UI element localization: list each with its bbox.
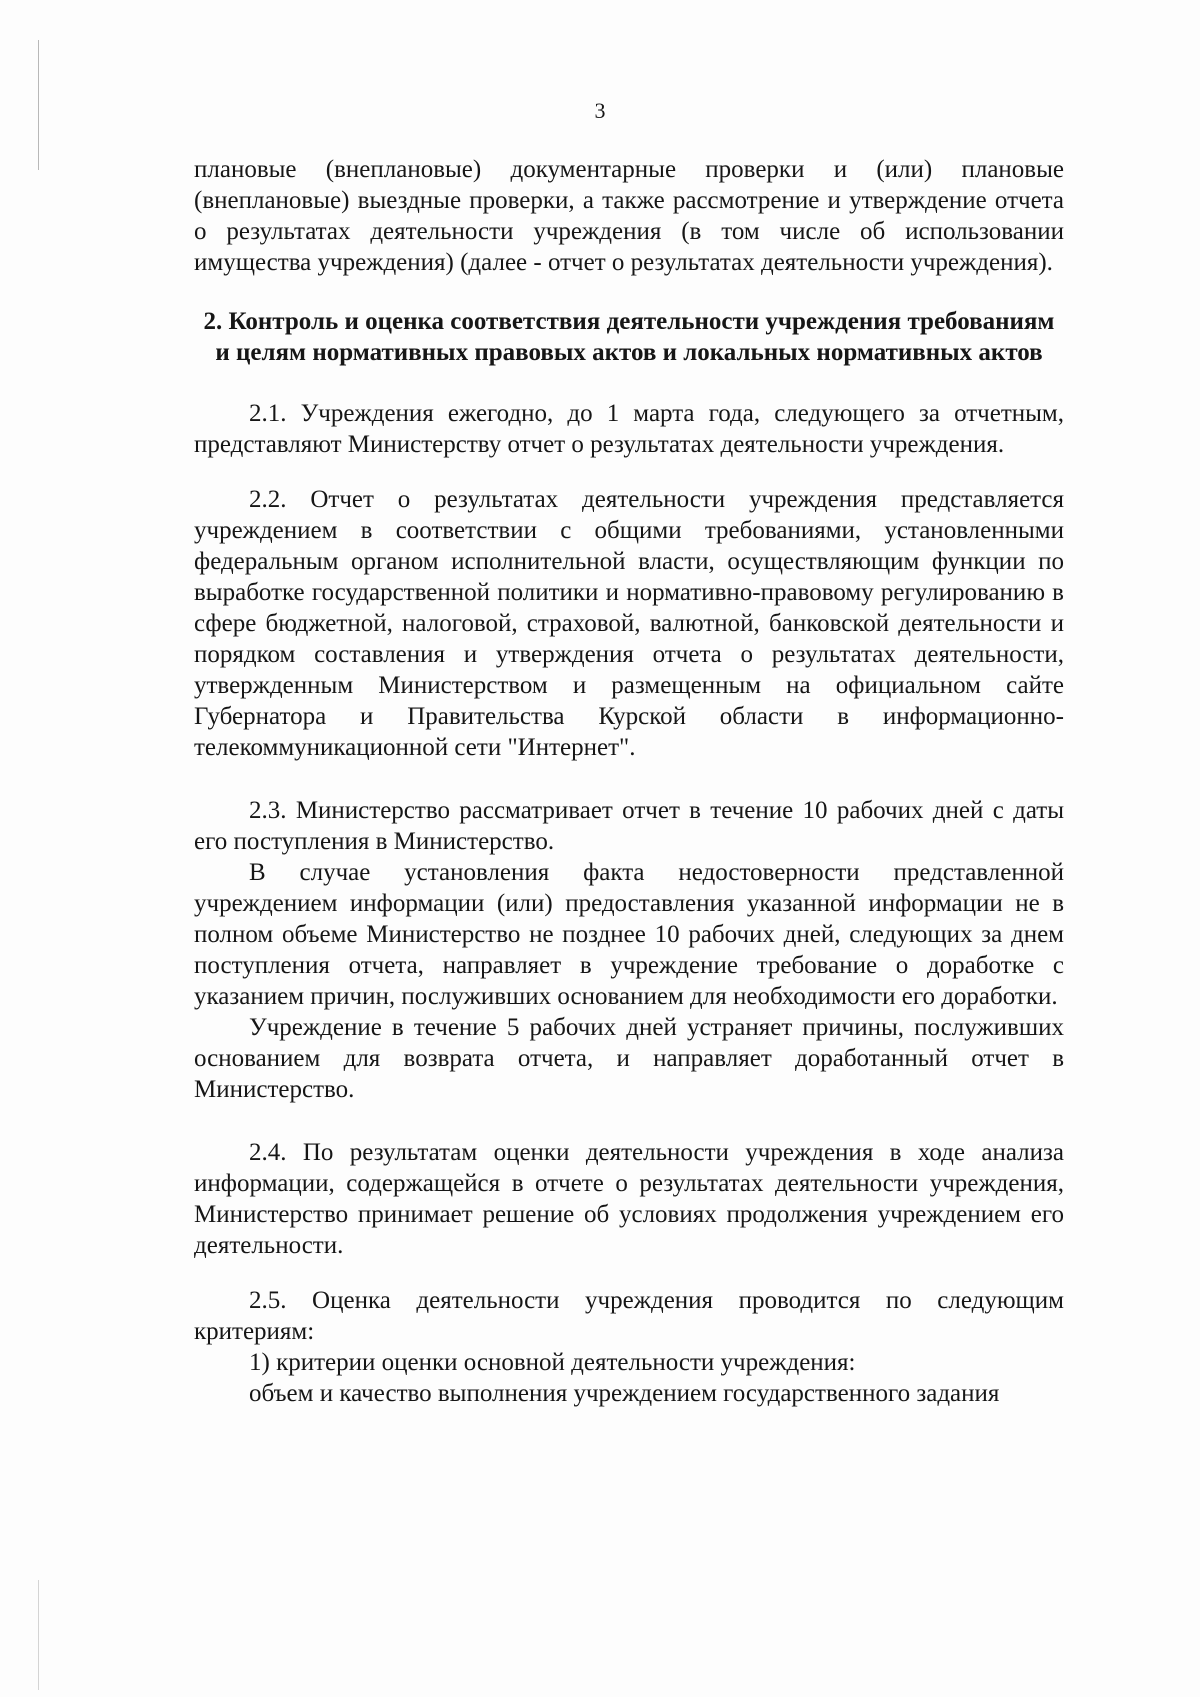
paragraph-2-5-item-1: 1) критерии оценки основной деятельности учреждения:: [249, 1349, 856, 1376]
paragraph-2-1: 2.1. Учреждения ежегодно, до 1 марта года, следующего за отчетным, представляют Министерству отчет о результатах деятельности учреждения.: [194, 400, 1064, 458]
paragraph-2-2: 2.2. Отчет о результатах деятельности учреждения представляется учреждением в соответствии с общими требованиями, установленными федеральным органом исполнительной власти, осуществляющим функции по выработке государственной политики и нормативно-правовому регулированию в сфере бюджетной, налоговой, страховой, валютной, банковской деятельности и порядком составления и утверждения отчета о результатах деятельности, утвержденным Министерством и размещенным на официальном сайте Губернатора и Правительства Курской области в информационно-телекоммуникационной сети "Интернет".: [194, 486, 1064, 761]
paragraph-2-5-item-1-text: объем и качество выполнения учреждением государственного задания: [249, 1380, 1000, 1407]
paragraph-2-3-c: Учреждение в течение 5 рабочих дней устраняет причины, послуживших основанием для возврата отчета, и направляет доработанный отчет в Министерство.: [194, 1014, 1064, 1103]
page-number: 3: [594, 98, 606, 123]
document-body: [194, 154, 1064, 1409]
paragraph-2-4: 2.4. По результатам оценки деятельности учреждения в ходе анализа информации, содержащейся в отчете о результатах деятельности учреждения, Министерство принимает решение об условиях продолжения учреждением его деятельности.: [194, 1139, 1064, 1259]
scan-edge-mark: [38, 1580, 39, 1690]
paragraph-2-3: 2.3. Министерство рассматривает отчет в течение 10 рабочих дней с даты его поступления в Министерство.: [194, 797, 1064, 855]
paragraph-2-5: 2.5. Оценка деятельности учреждения проводится по следующим критериям:: [194, 1287, 1064, 1345]
paragraph-2-3-b: В случае установления факта недостоверности представленной учреждением информации (или) предоставления указанной информации не в полном объеме Министерство не позднее 10 рабочих дней, следующих за днем поступления отчета, направляет в учреждение требование о доработке с указанием причин, послуживших основанием для необходимости его доработки.: [194, 859, 1064, 1010]
intro-paragraph: плановые (внеплановые) документарные проверки и (или) плановые (внеплановые) выездные проверки, а также рассмотрение и утверждение отчета о результатах деятельности учреждения (в том числе об использовании имущества учреждения) (далее - отчет о результатах деятельности учреждения).: [194, 156, 1064, 276]
section-title: 2. Контроль и оценка соответствия деятельности учреждения требованиям и целям нормативных правовых актов и локальных нормативных актов: [203, 308, 1055, 366]
